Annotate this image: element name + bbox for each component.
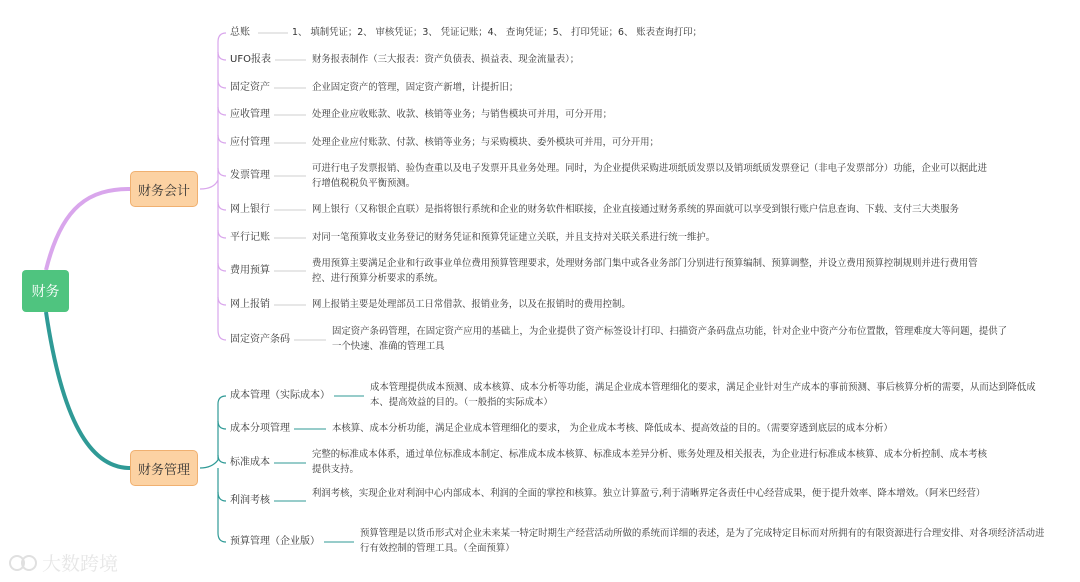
desc-actual-cost: 成本管理提供成本预测、成本核算、成本分析等功能，满足企业成本管理细化的要求，满足企业针对生产成本的事前预测、事后核算分析的需要，从而达到降低成本、提高效益的目的。（一般指的实际成本） <box>370 382 1036 408</box>
watermark-text: 大数跨境 <box>42 553 119 575</box>
node-fixed-assets[interactable]: 固定资产 <box>230 82 270 93</box>
desc-online-reimbursement: 网上报销主要是处理部员工日常借款、报销业务，以及在报销时的费用控制。 <box>312 299 631 310</box>
desc-parallel-accounting: 对同一笔预算收支业务登记的财务凭证和预算凭证建立关联，并且支持对关联关系进行统一维护。 <box>312 232 716 243</box>
node-online-reimbursement[interactable]: 网上报销 <box>230 299 270 310</box>
link-root-finance-accounting <box>46 189 130 270</box>
link-b1-invoice <box>218 168 226 176</box>
link-b1-ufo <box>218 52 226 60</box>
desc-payables: 处理企业应付账款、付款、核销等业务；与采购模块、委外模块可并用，可分开用； <box>312 137 659 148</box>
watermark-logo-icon <box>8 552 38 574</box>
link-b1-fixed <box>218 80 226 88</box>
watermark <box>8 549 118 576</box>
link-root-finance-management <box>46 312 130 468</box>
node-online-bank[interactable]: 网上银行 <box>230 204 270 215</box>
branch-finance-management[interactable]: 财务管理 <box>130 450 198 486</box>
node-receivables[interactable]: 应收管理 <box>230 109 270 120</box>
node-asset-barcode[interactable]: 固定资产条码 <box>230 334 290 345</box>
node-ufo-report[interactable]: UFO报表 <box>230 54 271 65</box>
link-b1-budget <box>218 263 226 271</box>
desc-budget-management: 预算管理是以货币形式对企业未来某一特定时期生产经营活动所做的系统而详细的表述，是为了完成特定目标而对所拥有的有限资源进行合理安排、对各项经济活动进行有效控制的管理工具。（全面预算） <box>360 528 1045 554</box>
root-node[interactable]: 财务 <box>22 270 69 312</box>
link-b1-ap <box>218 135 226 143</box>
desc-cost-itemized: 本核算、成本分析功能，满足企业成本管理细化的要求， 为企业成本考核、降低成本、提高效益的目的。（需要穿透到底层的成本分析） <box>332 423 893 434</box>
desc-profit-assessment: 利润考核，实现企业对利润中心内部成本、利润的全面的掌控和核算。独立计算盈亏,利于清晰界定各责任中心经营成果，便于提升效率、降本增效。（阿米巴经营） <box>312 488 986 499</box>
desc-asset-barcode: 固定资产条码管理，在固定资产应用的基础上，为企业提供了资产标签设计打印、扫描资产条码盘点功能，针对企业中资产分布位置散，管理难度大等问题，提供了一个快速、准确的管理工具 <box>332 326 1008 352</box>
node-expense-budget[interactable]: 费用预算 <box>230 265 270 276</box>
link-branch1-spine <box>200 33 226 340</box>
link-b1-bank <box>218 202 226 210</box>
node-payables[interactable]: 应付管理 <box>230 137 270 148</box>
node-cost-itemized[interactable]: 成本分项管理 <box>230 423 290 434</box>
link-b2-standard <box>218 455 226 463</box>
link-b1-ar <box>218 107 226 115</box>
link-branch2-spine <box>200 396 226 542</box>
desc-invoice: 可进行电子发票报销、验伪查重以及电子发票开具业务处理。同时，为企业提供采购进项纸质发票以及销项纸质发票登记（非电子发票部分）功能，企业可以据此进行增值税税负平衡预测。 <box>312 163 988 189</box>
desc-standard-cost: 完整的标准成本体系，通过单位标准成本制定、标准成本成本核算、标准成本差异分析、账务处理及相关报表，为企业进行标准成本核算、成本分析控制、成本考核提供支持。 <box>312 449 988 475</box>
node-budget-management[interactable]: 预算管理（企业版） <box>230 536 320 547</box>
link-b1-parallel <box>218 230 226 238</box>
node-general-ledger[interactable]: 总账 <box>230 27 250 38</box>
desc-receivables: 处理企业应收账款、收款、核销等业务；与销售模块可并用，可分开用； <box>312 109 613 120</box>
branch-finance-accounting[interactable]: 财务会计 <box>130 171 198 207</box>
node-parallel-accounting[interactable]: 平行记账 <box>230 232 270 243</box>
link-b2-profit <box>218 492 226 501</box>
node-actual-cost[interactable]: 成本管理（实际成本） <box>230 390 330 401</box>
link-b2-split <box>218 421 226 429</box>
desc-expense-budget: 费用预算主要满足企业和行政事业单位费用预算管理要求，处理财务部门集中或各业务部门分别进行预算编制、预算调整，并设立费用预算控制规则并进行费用管控、进行预算分析要求的系统。 <box>312 258 978 284</box>
desc-online-bank: 网上银行（又称银企直联）是指将银行系统和企业的财务软件相联接，企业直接通过财务系统的界面就可以享受到银行账户信息查询、下载、支付三大类服务 <box>312 204 959 215</box>
desc-ufo-report: 财务报表制作（三大报表：资产负债表、损益表、现金流量表）； <box>312 54 580 65</box>
desc-fixed-assets: 企业固定资产的管理，固定资产新增，计提折旧； <box>312 82 519 93</box>
desc-general-ledger: 1、 填制凭证；2、 审核凭证；3、 凭证记账；4、 查询凭证；5、 打印凭证；6、 账表查询打印； <box>292 27 702 38</box>
link-b1-expense <box>218 297 226 305</box>
node-invoice[interactable]: 发票管理 <box>230 170 270 181</box>
node-standard-cost[interactable]: 标准成本 <box>230 457 270 468</box>
node-profit-assessment[interactable]: 利润考核 <box>230 495 270 506</box>
